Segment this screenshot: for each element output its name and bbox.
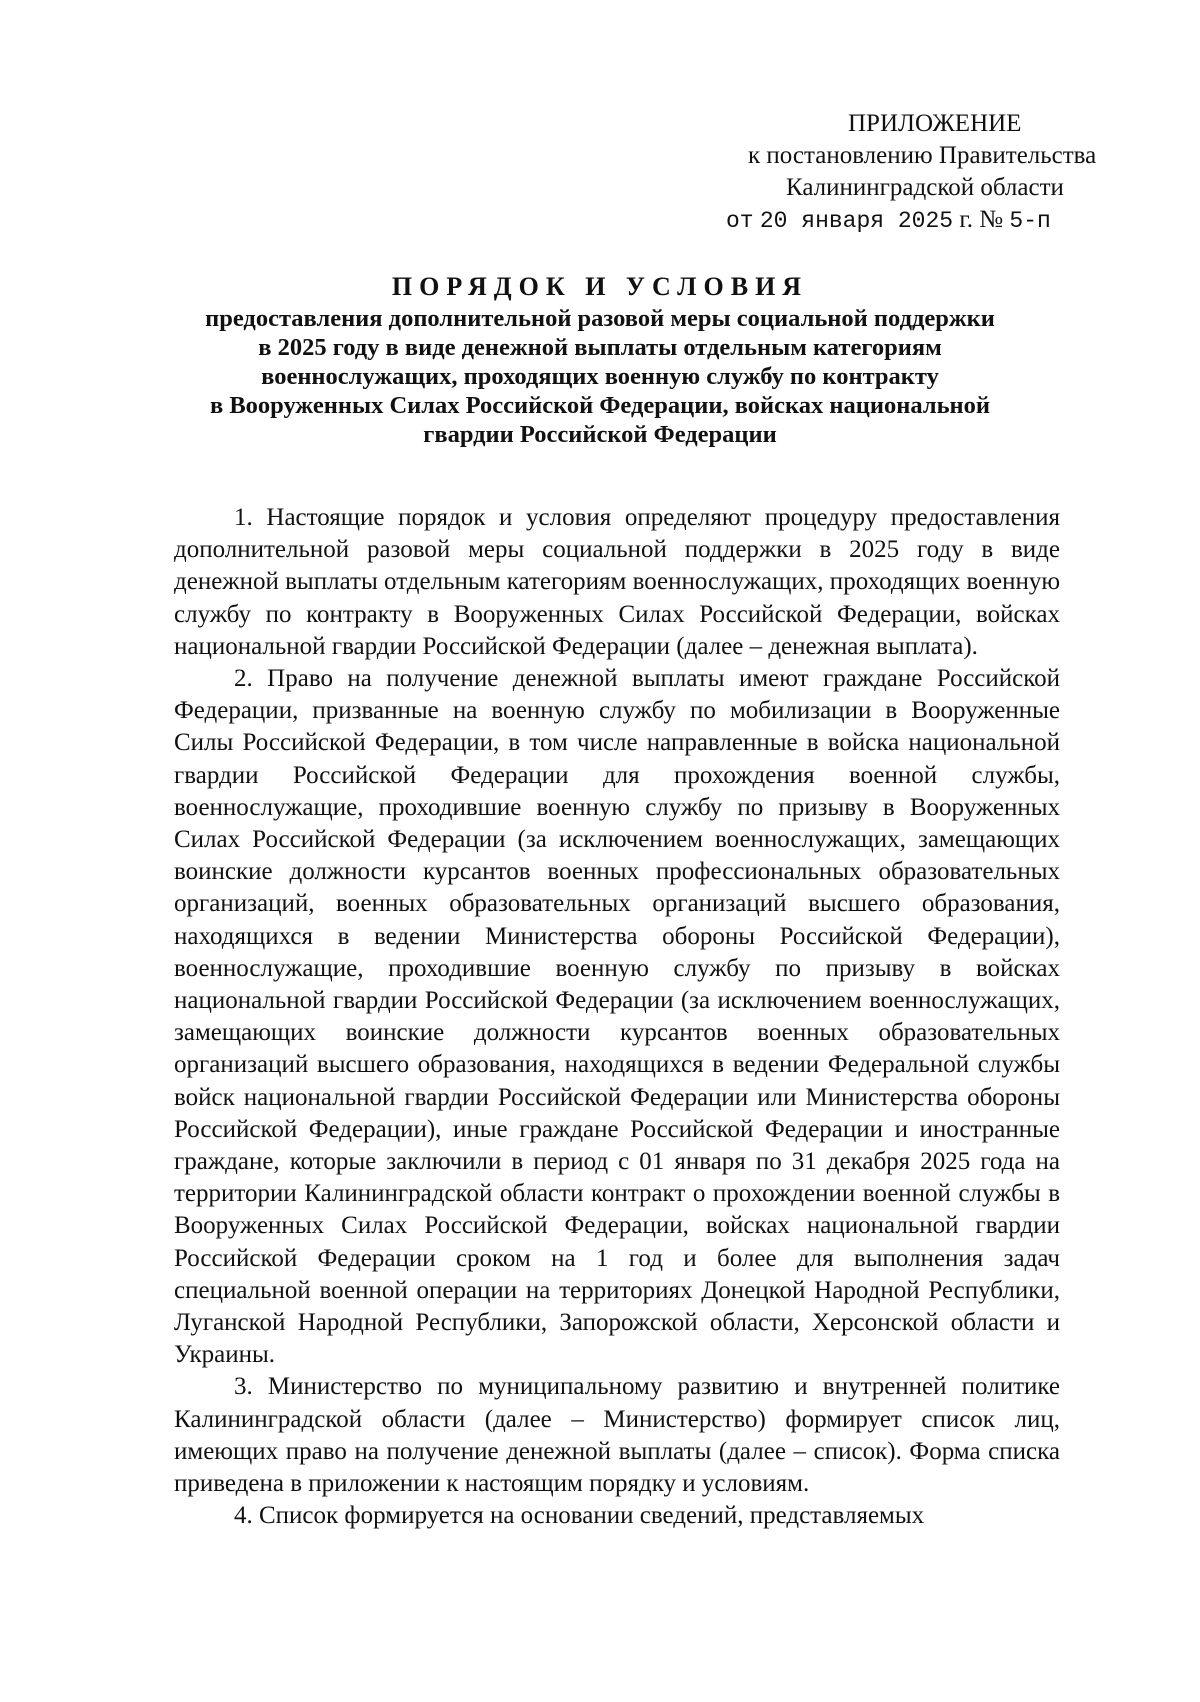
paragraph-3: 3. Министерство по муниципальному развитию и внутренней политике Калининградской области (далее – Министерство) формирует список лиц, имеющих право на получение денежной выплаты (далее – список). Форма списка приведена в приложении к настоящим порядку и условиям. — [174, 1373, 1060, 1498]
approval-line-2: Калининградской области — [786, 174, 1064, 201]
paragraph-1: 1. Настоящие порядок и условия определяют процедуру предоставления дополнительной разовой меры социальной поддержки в 2025 году в виде денежной выплаты отдельным категориям военнослужащих, проходящих военную службу по контракту в Вооруженных Силах Российской Федерации, войсках национальной гвардии Российской Федерации (далее – денежная выплата). — [174, 504, 1060, 660]
paragraph-4: 4. Список формируется на основании сведений, представляемых — [234, 1502, 925, 1530]
approval-stamp — [700, 108, 1160, 237]
approval-date: 20 января 2025 — [759, 208, 954, 234]
document-title: ПОРЯДОК И УСЛОВИЯ — [391, 272, 809, 301]
subtitle-line: военнослужащих, проходящих военную службу по контракту — [261, 363, 939, 390]
approval-number: 5-п — [1009, 208, 1051, 234]
approval-line-1: к постановлению Правительства — [748, 142, 1097, 169]
document-body — [174, 502, 1060, 1533]
approval-date-prefix: от — [726, 208, 754, 234]
subtitle-line: в Вооруженных Силах Российской Федерации, войсках национальной — [209, 392, 991, 419]
subtitle-line: гвардии Российской Федерации — [423, 421, 777, 448]
approval-date-line — [700, 204, 1160, 237]
document-title-block — [140, 270, 1060, 449]
paragraph-2: 2. Право на получение денежной выплаты имеют граждане Российской Федерации, призванные на военную службу по мобилизации в Вооруженные Силы Российской Федерации, в том числе направленные в войска национальной гвардии Российской Федерации для прохождения военной службы, военнослужащие, проходившие военную службу по призыву в Вооруженных Силах Российской Федерации (за исключением военнослужащих, замещающих воинские должности курсантов военных профессиональных образовательных организаций, военных образовательных организаций высшего образования, находящихся в ведении Министерства обороны Российской Федерации), военнослужащие, проходившие военную службу по призыву в войсках национальной гвардии Российской Федерации (за исключением военнослужащих, замещающих воинские должности курсантов военных образовательных организаций высшего образования, находящихся в ведении Федеральной службы войск национальной гвардии Российской Федерации или Министерства обороны Российской Федерации), иные граждане Российской Федерации и иностранные граждане, которые заключили в период с 01 января по 31 декабря 2025 года на территории Калининградской области контракт о прохождении военной службы в Вооруженных Силах Российской Федерации, войсках национальной гвардии Российской Федерации сроком на 1 год и более для выполнения задач специальной военной операции на территориях Донецкой Народной Республики, Луганской Народной Республики, Запорожской области, Херсонской области и Украины. — [174, 665, 1060, 1369]
approval-number-label: г. № — [959, 206, 1004, 233]
document-subtitle — [140, 304, 1060, 449]
subtitle-line: в 2025 году в виде денежной выплаты отдельным категориям — [258, 334, 942, 361]
subtitle-line: предоставления дополнительной разовой меры социальной поддержки — [205, 305, 995, 332]
approval-heading: ПРИЛОЖЕНИЕ — [848, 110, 1022, 137]
